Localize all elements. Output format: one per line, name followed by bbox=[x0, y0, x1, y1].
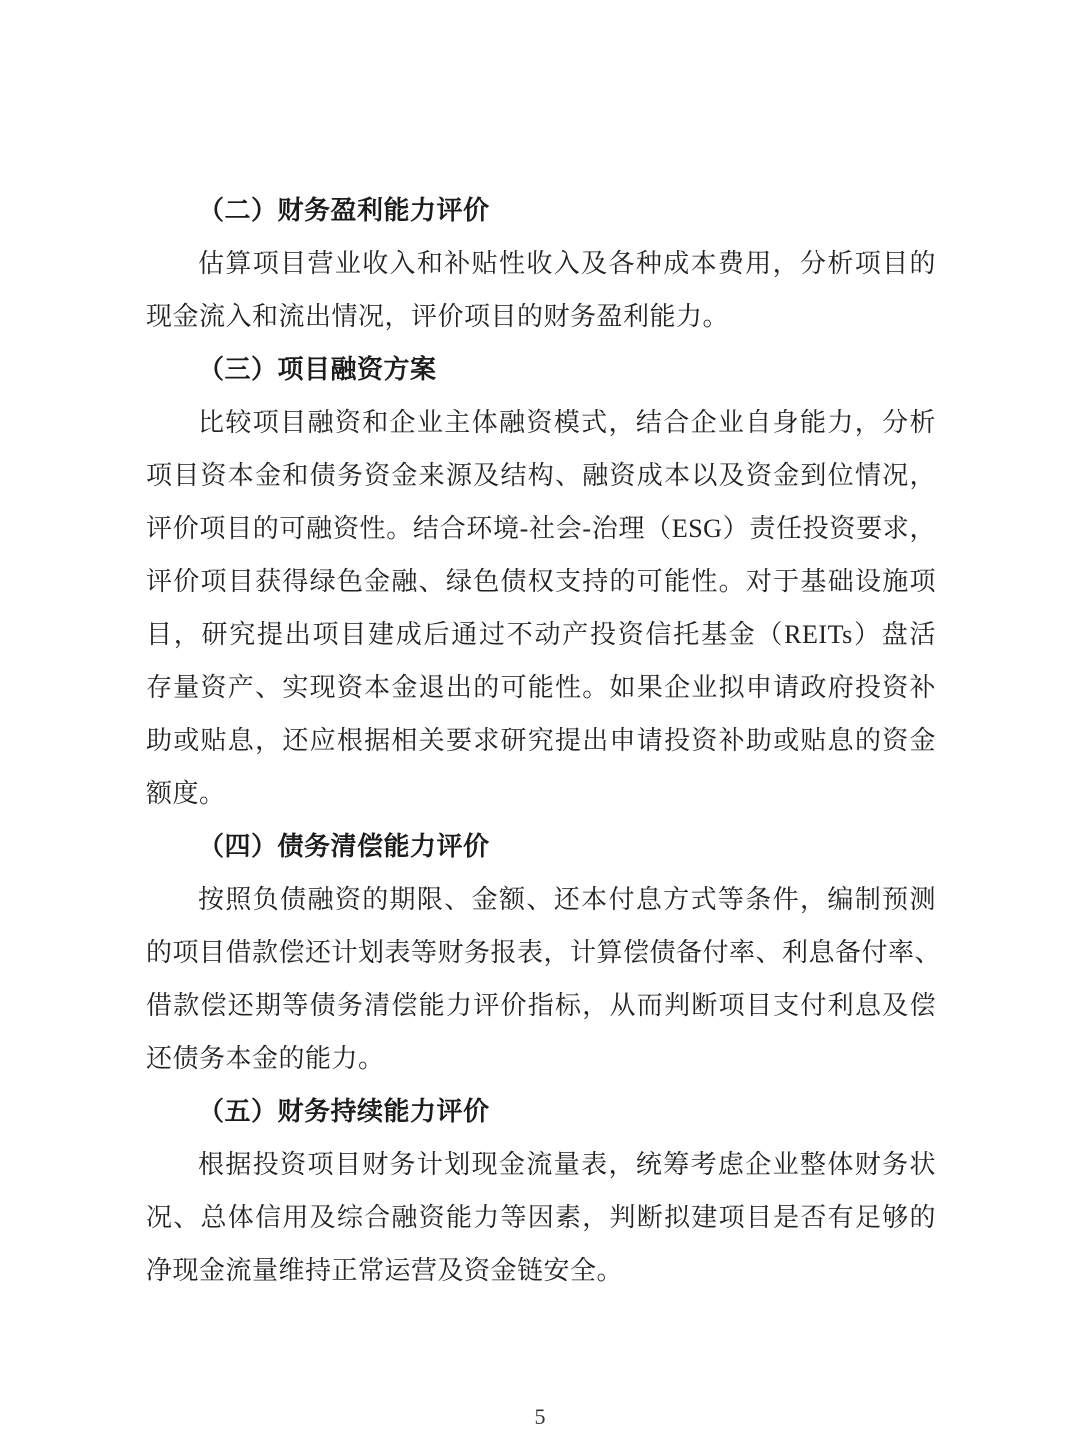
paragraph-line: 项目资本金和债务资金来源及结构、融资成本以及资金到位情况， bbox=[146, 461, 936, 490]
paragraph-line: 还债务本金的能力。 bbox=[146, 1044, 385, 1073]
paragraph-line: 借款偿还期等债务清偿能力评价指标，从而判断项目支付利息及偿 bbox=[146, 991, 936, 1020]
paragraph-line: 存量资产、实现资本金退出的可能性。如果企业拟申请政府投资补 bbox=[146, 673, 936, 702]
paragraph-line: 按照负债融资的期限、金额、还本付息方式等条件，编制预测 bbox=[198, 885, 936, 914]
paragraph-line: 评价项目的可融资性。结合环境-社会-治理（ESG）责任投资要求， bbox=[146, 514, 936, 543]
paragraph-line: 根据投资项目财务计划现金流量表，统筹考虑企业整体财务状 bbox=[198, 1150, 936, 1179]
page-number: 5 bbox=[534, 1404, 546, 1429]
paragraph-line: 助或贴息，还应根据相关要求研究提出申请投资补助或贴息的资金 bbox=[146, 726, 936, 755]
section-heading-2: （二）财务盈利能力评价 bbox=[198, 196, 490, 225]
document-body bbox=[146, 184, 942, 1297]
paragraph-line: 比较项目融资和企业主体融资模式，结合企业自身能力，分析 bbox=[198, 408, 936, 437]
paragraph-line: 目，研究提出项目建成后通过不动产投资信托基金（REITs）盘活 bbox=[146, 620, 936, 649]
paragraph-line: 评价项目获得绿色金融、绿色债权支持的可能性。对于基础设施项 bbox=[146, 567, 936, 596]
section-heading-3: （三）项目融资方案 bbox=[198, 355, 437, 384]
paragraph-line: 的项目借款偿还计划表等财务报表，计算偿债备付率、利息备付率、 bbox=[146, 938, 942, 967]
paragraph-line: 净现金流量维持正常运营及资金链安全。 bbox=[146, 1256, 624, 1285]
paragraph-line: 现金流入和流出情况，评价项目的财务盈利能力。 bbox=[146, 302, 730, 331]
paragraph-line: 况、总体信用及综合融资能力等因素，判断拟建项目是否有足够的 bbox=[146, 1203, 936, 1232]
section-heading-5: （五）财务持续能力评价 bbox=[198, 1097, 490, 1126]
paragraph-line: 额度。 bbox=[146, 779, 226, 808]
section-heading-4: （四）债务清偿能力评价 bbox=[198, 832, 490, 861]
paragraph-line: 估算项目营业收入和补贴性收入及各种成本费用，分析项目的 bbox=[198, 249, 936, 278]
